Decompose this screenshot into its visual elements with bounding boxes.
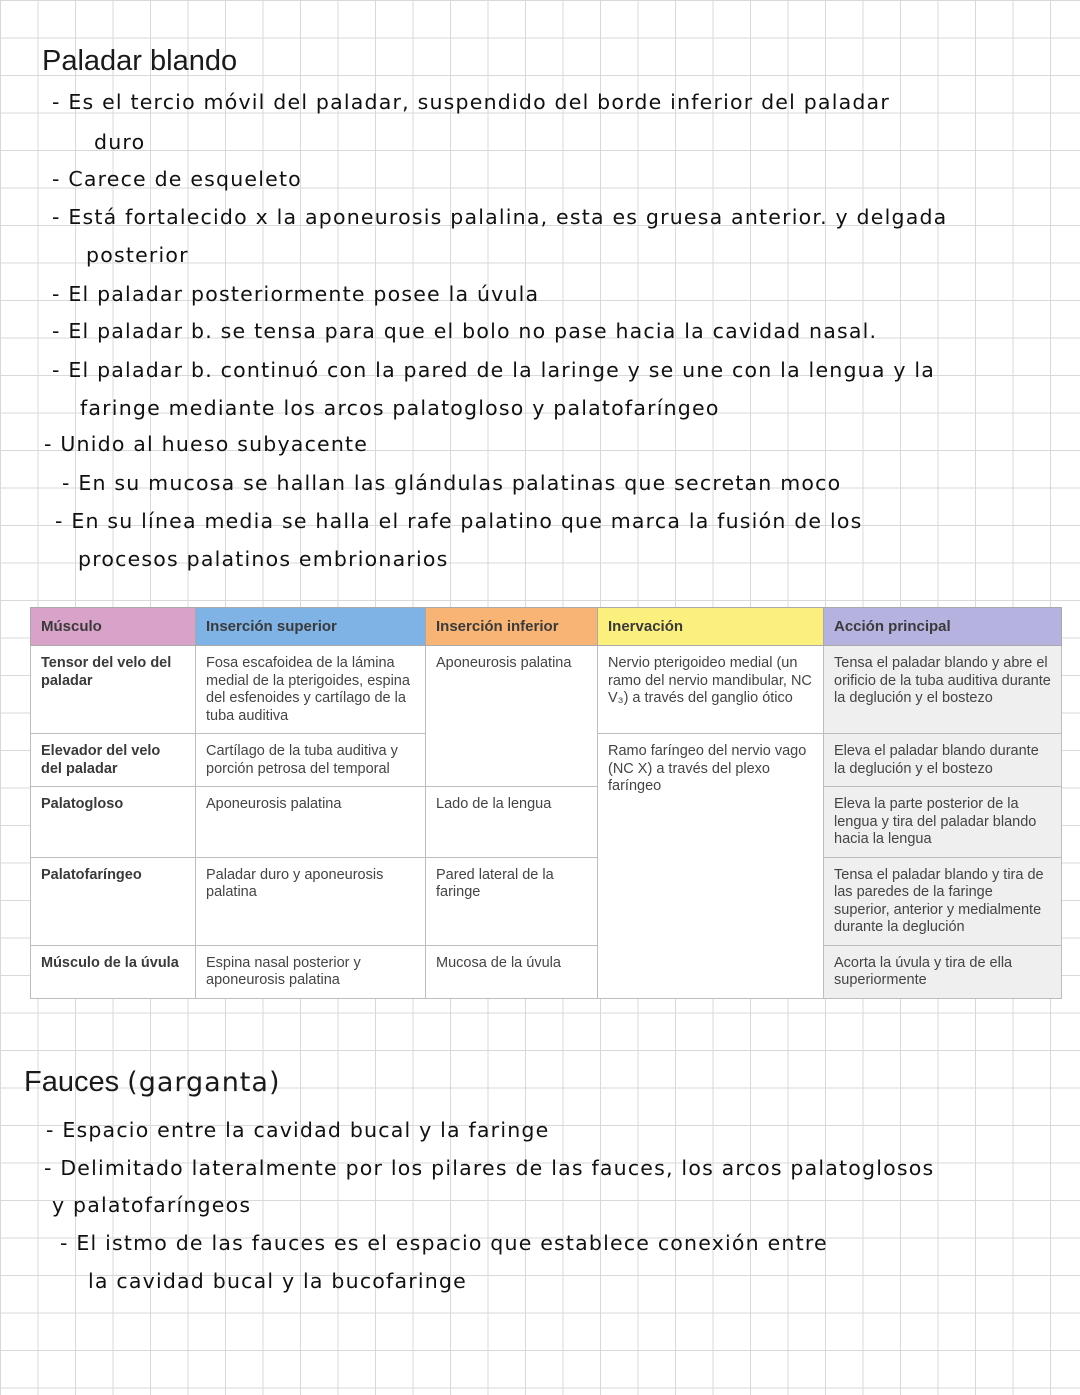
cell-inferior: Lado de la lengua	[426, 787, 598, 858]
note-line: - En su mucosa se hallan las glándulas palatinas que secretan moco	[62, 471, 842, 495]
cell-inferior: Mucosa de la úvula	[426, 945, 598, 998]
cell-superior: Paladar duro y aponeurosis palatina	[196, 857, 426, 945]
cell-inferior-merged: Aponeurosis palatina	[426, 646, 598, 787]
note-line: faringe mediante los arcos palatogloso y palatofaríngeo	[80, 396, 720, 420]
cell-action: Tensa el paladar blando y tira de las paredes de la faringe superior, anterior y medialmente durante la deglución	[824, 857, 1062, 945]
note-line: - Espacio entre la cavidad bucal y la faringe	[46, 1118, 550, 1142]
cell-inferior: Pared lateral de la faringe	[426, 857, 598, 945]
cell-action: Eleva la parte posterior de la lengua y tira del paladar blando hacia la lengua	[824, 787, 1062, 858]
note-line: - En su línea media se halla el rafe palatino que marca la fusión de los	[55, 509, 863, 533]
cell-muscle: Elevador del velo del paladar	[31, 734, 196, 787]
note-line: - El paladar posteriormente posee la úvula	[52, 282, 540, 306]
note-line: y palatofaríngeos	[52, 1193, 252, 1217]
note-line: - Es el tercio móvil del paladar, suspendido del borde inferior del paladar	[52, 90, 890, 114]
cell-muscle: Tensor del velo del paladar	[31, 646, 196, 734]
header-insercion-inferior: Inserción inferior	[426, 608, 598, 646]
cell-muscle: Palatofaríngeo	[31, 857, 196, 945]
cell-superior: Espina nasal posterior y aponeurosis palatina	[196, 945, 426, 998]
header-musculo: Músculo	[31, 608, 196, 646]
note-line: - Carece de esqueleto	[52, 167, 302, 191]
cell-action: Acorta la úvula y tira de ella superiormente	[824, 945, 1062, 998]
note-line: - El paladar b. se tensa para que el bolo no pase hacia la cavidad nasal.	[52, 319, 878, 343]
note-line: - Unido al hueso subyacente	[44, 432, 369, 456]
note-line: - Está fortalecido x la aponeurosis palalina, esta es gruesa anterior. y delgada	[52, 205, 948, 229]
header-inervacion: Inervación	[598, 608, 824, 646]
cell-action: Eleva el paladar blando durante la deglución y el bostezo	[824, 734, 1062, 787]
note-line: - El istmo de las fauces es el espacio que establece conexión entre	[60, 1231, 828, 1255]
note-line: la cavidad bucal y la bucofaringe	[88, 1269, 467, 1293]
note-line: duro	[94, 130, 146, 154]
header-insercion-superior: Inserción superior	[196, 608, 426, 646]
note-line: - Delimitado lateralmente por los pilares de las fauces, los arcos palatoglosos	[44, 1156, 935, 1180]
cell-superior: Cartílago de la tuba auditiva y porción petrosa del temporal	[196, 734, 426, 787]
cell-action: Tensa el paladar blando y abre el orificio de la tuba auditiva durante la deglución y el bostezo	[824, 646, 1062, 734]
note-line: - El paladar b. continuó con la pared de la laringe y se une con la lengua y la	[52, 358, 936, 382]
cell-muscle: Músculo de la úvula	[31, 945, 196, 998]
table-row	[31, 857, 1062, 945]
note-line: posterior	[86, 243, 189, 267]
table-row	[31, 646, 1062, 734]
table-row	[31, 945, 1062, 998]
table-header-row	[31, 608, 1062, 646]
fauces-title-paren: (garganta)	[127, 1067, 281, 1098]
header-accion-principal: Acción principal	[824, 608, 1062, 646]
section-title-paladar-blando: Paladar blando	[42, 45, 238, 77]
muscle-table	[30, 607, 1062, 999]
cell-innervation: Nervio pterigoideo medial (un ramo del nervio mandibular, NC V₃) a través del ganglio ótico	[598, 646, 824, 734]
cell-superior: Aponeurosis palatina	[196, 787, 426, 858]
note-line: procesos palatinos embrionarios	[78, 547, 449, 571]
cell-innervation-merged: Ramo faríngeo del nervio vago (NC X) a través del plexo faríngeo	[598, 734, 824, 999]
section-title-fauces	[24, 1066, 280, 1099]
table-row	[31, 787, 1062, 858]
fauces-title: Fauces	[24, 1066, 120, 1098]
cell-muscle: Palatogloso	[31, 787, 196, 858]
cell-superior: Fosa escafoidea de la lámina medial de la pterigoides, espina del esfenoides y cartílago de la tuba auditiva	[196, 646, 426, 734]
